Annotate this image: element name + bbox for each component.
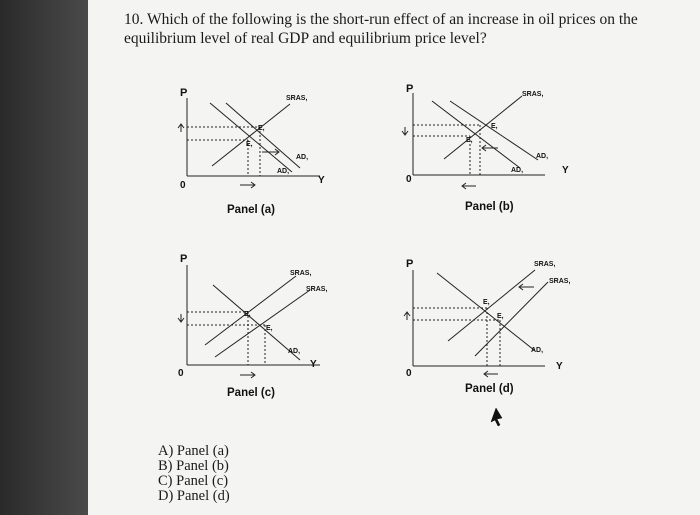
panel-caption: Panel (d) <box>465 383 514 395</box>
sras-curve <box>215 290 310 357</box>
y-axis-label: Y <box>556 361 563 372</box>
p-axis-label: P <box>406 258 414 270</box>
y-axis-label: Y <box>562 165 569 176</box>
eq-label: E, <box>483 299 490 306</box>
curve-label: AD, <box>277 168 290 175</box>
answer-option-b[interactable]: B) Panel (b) <box>158 458 229 474</box>
eq-label: E, <box>266 325 273 332</box>
curve-label: AD, <box>531 347 544 354</box>
curve-label: SRAS, <box>549 278 571 285</box>
panel-b <box>402 93 545 189</box>
y-axis-label: Y <box>318 175 325 186</box>
sras-curve <box>475 282 548 356</box>
curve-label: SRAS, <box>522 91 544 98</box>
curve-label: SRAS, <box>286 95 308 102</box>
panel-caption: Panel (c) <box>227 387 275 399</box>
eq-label: E, <box>491 123 498 130</box>
p-axis-label: P <box>406 83 414 95</box>
sras-curve <box>212 104 290 166</box>
ad-curve <box>210 103 292 172</box>
question-body: Which of the following is the short-run effect of an increase in oil prices on the equilibrium level of real GDP and equilibrium price level? <box>124 11 638 47</box>
curve-label: SRAS, <box>306 286 328 293</box>
origin-label: 0 <box>406 174 412 185</box>
panel-caption: Panel (a) <box>227 204 275 216</box>
curve-label: SRAS, <box>290 270 312 277</box>
eq-label: E, <box>246 141 253 148</box>
eq-label: E, <box>244 311 251 318</box>
curve-label: AD, <box>511 167 524 174</box>
sras-curve <box>448 270 535 341</box>
curve-label: SRAS, <box>534 261 556 268</box>
eq-label: E, <box>466 137 473 144</box>
answer-option-d[interactable]: D) Panel (d) <box>158 488 230 504</box>
origin-label: 0 <box>178 368 184 379</box>
origin-label: 0 <box>406 368 412 379</box>
p-axis-label: P <box>180 87 188 99</box>
eq-label: E, <box>258 125 265 132</box>
question-number: 10. <box>124 11 144 28</box>
ad-curve <box>226 103 300 168</box>
panel-caption: Panel (b) <box>465 201 514 213</box>
eq-label: E, <box>497 313 504 320</box>
ad-curve <box>450 101 538 160</box>
answer-list <box>158 444 230 504</box>
sras-curve <box>444 96 522 159</box>
origin-label: 0 <box>180 180 186 191</box>
panel-d <box>404 270 548 377</box>
curve-label: AD, <box>536 153 549 160</box>
p-axis-label: P <box>180 253 188 265</box>
answer-option-a[interactable]: A) Panel (a) <box>158 443 229 459</box>
y-axis-label: Y <box>310 359 317 370</box>
curve-label: AD, <box>296 154 309 161</box>
answer-option-c[interactable]: C) Panel (c) <box>158 473 229 489</box>
panel-c <box>178 265 320 378</box>
curve-label: AD, <box>288 348 301 355</box>
mouse-cursor-icon <box>491 408 502 426</box>
